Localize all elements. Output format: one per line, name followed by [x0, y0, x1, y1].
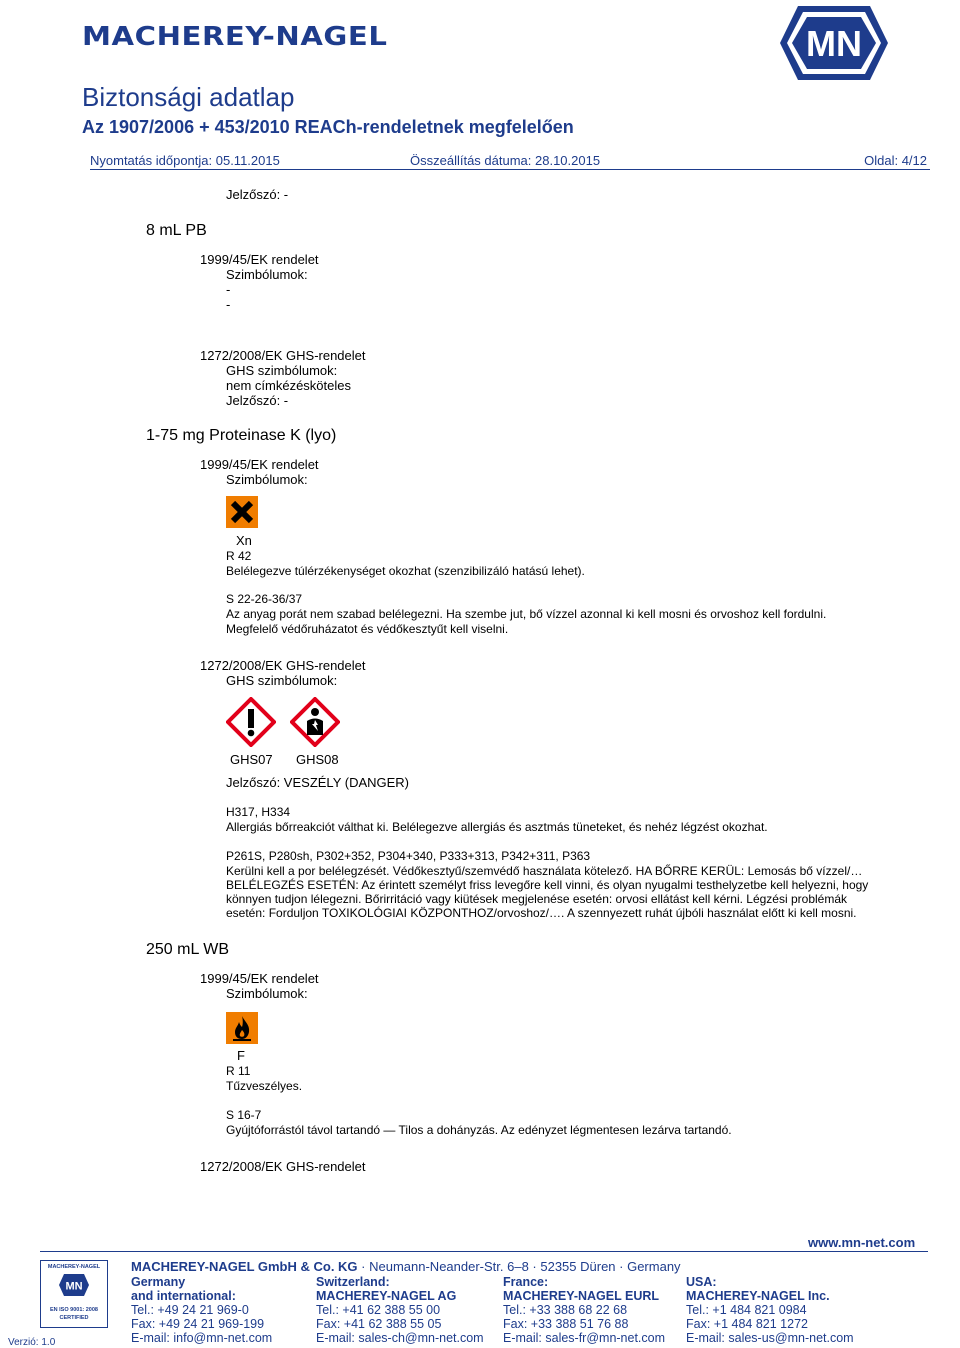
ghs08-health-hazard-icon: [290, 697, 340, 747]
contact-heading: Switzerland:: [316, 1275, 390, 1289]
s-text: Gyújtóforrástól távol tartandó — Tilos a dohányzás. Az edényzet légmentesen lezárva tartandó.: [226, 1123, 732, 1137]
svg-text:MN: MN: [65, 1280, 83, 1293]
company-line: [131, 1259, 681, 1274]
r-text: Belélegezve túlérzékenységet okozhat (szenzibilizáló hatású lehet).: [226, 564, 585, 578]
contact-phone: Tel.: +33 388 68 22 68: [503, 1303, 628, 1317]
cert-brand: MACHEREY-NAGEL: [47, 1264, 101, 1270]
ghs-reg: 1272/2008/EK GHS-rendelet: [200, 1159, 366, 1174]
directive-reg: 1999/45/EK rendelet: [200, 252, 319, 267]
contact-email[interactable]: E-mail: sales-fr@mn-net.com: [503, 1331, 666, 1345]
iso-certificate-badge: [40, 1260, 108, 1328]
print-info-line: [90, 153, 930, 170]
cert-line: CERTIFIED: [59, 1315, 89, 1321]
symbols-label: Szimbólumok:: [226, 472, 308, 487]
page-title: Biztonsági adatlap: [82, 82, 295, 112]
xn-harmful-icon: [226, 496, 258, 528]
mn-logo-icon: [778, 2, 890, 84]
contact-heading: MACHEREY-NAGEL AG: [316, 1289, 457, 1303]
s-phrase: S 16-7: [226, 1108, 262, 1122]
product-heading-wb: 250 mL WB: [146, 941, 229, 958]
signal-word: Jelzőszó: -: [226, 187, 289, 202]
r-phrase: R 42: [226, 549, 252, 563]
ghs07-exclamation-icon: [226, 697, 276, 747]
symbols-label: Szimbólumok:: [226, 267, 308, 282]
ghs-value: nem címkézésköteles: [226, 378, 351, 393]
product-heading-pk: 1-75 mg Proteinase K (lyo): [146, 427, 337, 444]
page-subtitle: Az 1907/2006 + 453/2010 REACh-rendeletnek megfelelően: [82, 117, 574, 137]
directive-reg: 1999/45/EK rendelet: [200, 457, 319, 472]
p-text: Kerülni kell a por belélegzését. Védőkesztyű/szemvédő használata kötelező. HA BŐRRE KERÜL: Lemosás bő vízzel/…: [226, 864, 863, 878]
signal-word: Jelzőszó: -: [226, 393, 289, 408]
contact-email[interactable]: E-mail: sales-us@mn-net.com: [686, 1331, 854, 1345]
p-text: könnyen tudjon lélegezni. Bőrirritáció vagy kiütések megjelenése esetén: orvosi ellátást kell kérni. Légzési problémák: [226, 892, 847, 906]
r-text: Tűzveszélyes.: [226, 1079, 303, 1093]
directive-reg: 1999/45/EK rendelet: [200, 971, 319, 986]
contact-fax: Fax: +1 484 821 1272: [686, 1317, 808, 1331]
website-link[interactable]: www.mn-net.com: [808, 1235, 916, 1250]
s-text: Az anyag porát nem szabad belélegezni. Ha szembe jut, bő vízzel azonnal ki kell mosni és orvoshoz kell fordulni.: [226, 607, 827, 621]
print-date: Nyomtatás időpontja: 05.11.2015: [90, 153, 280, 168]
company-name: MACHEREY-NAGEL GmbH & Co. KG: [131, 1259, 358, 1274]
contact-fax: Fax: +49 24 21 969-199: [131, 1317, 265, 1331]
contact-email[interactable]: E-mail: sales-ch@mn-net.com: [316, 1331, 484, 1345]
p-text: esetén: Forduljon TOXIKOLÓGIAI KÖZPONTHOZ/orvoshoz/…. A szennyezett ruhát újbóli használat előtt ki kell mosni.: [226, 906, 857, 920]
company-address: · Neumann-Neander-Str. 6–8 · 52355 Düren · Germany: [357, 1259, 681, 1274]
contact-phone: Tel.: +1 484 821 0984: [686, 1303, 807, 1317]
r-phrase: R 11: [226, 1064, 251, 1078]
contact-email[interactable]: E-mail: info@mn-net.com: [131, 1331, 273, 1345]
s-text: Megfelelő védőruházatot és védőkesztyűt kell viselni.: [226, 622, 509, 636]
symbol-code: F: [237, 1048, 245, 1063]
s-phrase: S 22-26-36/37: [226, 592, 303, 606]
mn-logo-icon: [58, 1273, 90, 1297]
p-text: BELÉLEGZÉS ESETÉN: Az érintett személyt friss levegőre kell vinni, és olyan nyugalmi testhelyzetbe kell helyezni, hogy: [226, 878, 869, 892]
ghs-code: GHS08: [296, 752, 339, 767]
compile-date: Összeállítás dátuma: 28.10.2015: [410, 153, 601, 168]
contact-heading: MACHEREY-NAGEL Inc.: [686, 1289, 830, 1303]
contact-fax: Fax: +41 62 388 55 05: [316, 1317, 442, 1331]
contact-phone: Tel.: +49 24 21 969-0: [131, 1303, 249, 1317]
signal-word: Jelzőszó: VESZÉLY (DANGER): [226, 775, 410, 790]
symbols-label: Szimbólumok:: [226, 986, 308, 1001]
cert-line: EN ISO 9001: 2008: [49, 1307, 98, 1313]
contact-heading: USA:: [686, 1275, 717, 1289]
ghs-symbols-label: GHS szimbólumok:: [226, 673, 338, 688]
h-codes: H317, H334: [226, 805, 291, 819]
ghs-code: GHS07: [230, 752, 273, 767]
f-flame-icon: [226, 1012, 258, 1044]
footer-divider: [40, 1251, 928, 1252]
page-number: Oldal: 4/12: [864, 153, 927, 168]
contact-germany: [131, 1275, 272, 1345]
contact-heading: MACHEREY-NAGEL EURL: [503, 1289, 660, 1303]
symbol-code: Xn: [236, 533, 252, 548]
contact-usa: [686, 1275, 854, 1345]
brand-name: MACHEREY-NAGEL: [82, 22, 388, 52]
ghs-reg: 1272/2008/EK GHS-rendelet: [200, 348, 366, 363]
contact-switzerland: [316, 1275, 484, 1345]
ghs-symbols-label: GHS szimbólumok:: [226, 363, 338, 378]
p-codes: P261S, P280sh, P302+352, P304+340, P333+313, P342+311, P363: [226, 849, 591, 863]
contact-heading: France:: [503, 1275, 549, 1289]
ghs-reg: 1272/2008/EK GHS-rendelet: [200, 658, 366, 673]
symbol-dash: -: [226, 297, 231, 312]
contact-fax: Fax: +33 388 51 76 88: [503, 1317, 629, 1331]
contact-phone: Tel.: +41 62 388 55 00: [316, 1303, 441, 1317]
symbol-dash: -: [226, 282, 231, 297]
contact-france: [503, 1275, 665, 1345]
version-label: Verzió: 1.0: [8, 1337, 56, 1348]
svg-text:MN: MN: [806, 23, 862, 64]
h-text: Allergiás bőrreakciót válthat ki. Belélegezve allergiás és asztmás tüneteket, és nehéz légzést okozhat.: [226, 820, 768, 834]
product-heading-pb: 8 mL PB: [146, 222, 207, 239]
contact-heading: and international:: [131, 1289, 236, 1303]
contact-heading: Germany: [131, 1275, 186, 1289]
